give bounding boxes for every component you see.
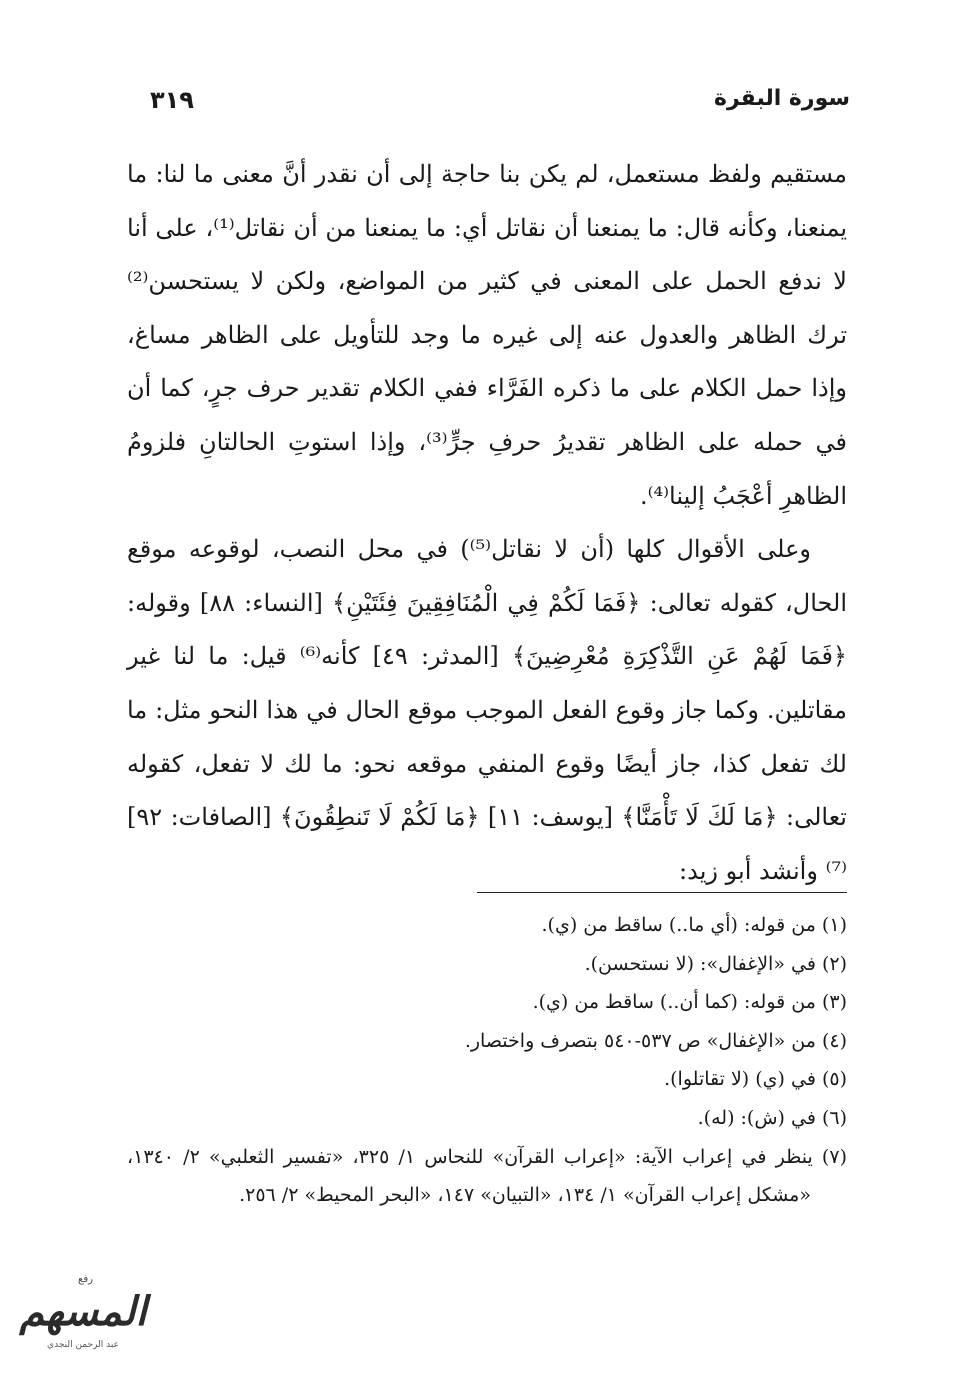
watermark-sub-text: عبد الرحمن النجدي	[47, 1340, 119, 1350]
footnote-7: (٧) ينظر في إعراب الآية: «إعراب القرآن» للنحاس ١/ ٣٢٥، «تفسير الثعلبي» ٢/ ١٣٤٠، «مشكل إعراب القرآن» ١/ ١٣٤، «التبيان» ١٤٧، «البحر المحيط» ٢/ ٢٥٦.	[127, 1145, 847, 1207]
footnote-3: (٣) من قوله: (كما أن..) ساقط من (ي).	[532, 991, 847, 1014]
page-header	[150, 86, 850, 126]
watermark-top-text: رفع	[78, 1274, 93, 1285]
footnote-2: (٢) في «الإغفال»: (لا نستحسن).	[584, 952, 847, 975]
footnote-divider	[477, 892, 847, 893]
watermark-main-text: المسهم	[19, 1288, 147, 1335]
footnote-5: (٥) في (ي) (لا تقاتلوا).	[664, 1068, 847, 1091]
page-number: ٣١٩	[150, 86, 194, 114]
footnote-6: (٦) في (ش): (له).	[697, 1106, 847, 1129]
surah-title: سورة البقرة	[713, 86, 850, 111]
footnote-1: (١) من قوله: (أي ما..) ساقط من (ي).	[541, 914, 847, 936]
footnote-4: (٤) من «الإغفال» ص ٥٣٧-٥٤٠ بتصرف واختصار.	[464, 1029, 847, 1052]
paragraph-2: وعلى الأقوال كلها (أن لا نقاتل⁽⁵⁾) في محل النصب، لوقوعه موقع الحال، كقوله تعالى: ﴿فَمَا لَكُمْ فِي الْمُنَافِقِينَ فِئَتَيْنِ﴾ [النساء: ٨٨] وقوله: ﴿فَمَا لَهُمْ عَنِ التَّذْكِرَةِ مُعْرِضِينَ﴾ [المدثر: ٤٩] كأنه⁽⁶⁾ قيل: ما لنا غير مقاتلين. وكما جاز وقوع الفعل الموجب موقع الحال في هذا النحو مثل: ما لك تفعل كذا، جاز أيضًا وقوع المنفي موقعه نحو: ما لك لا تفعل، كقوله تعالى: ﴿مَا لَكَ لَا تَأْمَنَّا﴾ [يوسف: ١١] ﴿مَا لَكُمْ لَا تَنطِقُونَ﴾ [الصافات: ٩٢]⁽⁷⁾ وأنشد أبو زيد:	[127, 535, 848, 885]
main-text	[127, 148, 847, 898]
footnotes	[127, 906, 847, 1215]
paragraph-1: مستقيم ولفظ مستعمل، لم يكن بنا حاجة إلى أن نقدر أنَّ معنى ما لنا: ما يمنعنا، وكأنه قال: ما يمنعنا أن نقاتل أي: ما يمنعنا من أن نقاتل⁽¹⁾، على أنا لا ندفع الحمل على المعنى في كثير من المواضع، ولكن لا يستحسن⁽²⁾ ترك الظاهر والعدول عنه إلى غيره ما وجد للتأويل على الظاهر مساغ، وإذا حمل الكلام على ما ذكره الفَرَّاء ففي الكلام تقدير حرف جرٍ، كما أن في حمله على الظاهر تقديرُ حرفِ جرٍّ⁽³⁾، وإذا استوتِ الحالتانِ فلزومُ الظاهرِ أعْجَبُ إلينا⁽⁴⁾.	[127, 160, 847, 510]
watermark-logo	[8, 1274, 158, 1364]
